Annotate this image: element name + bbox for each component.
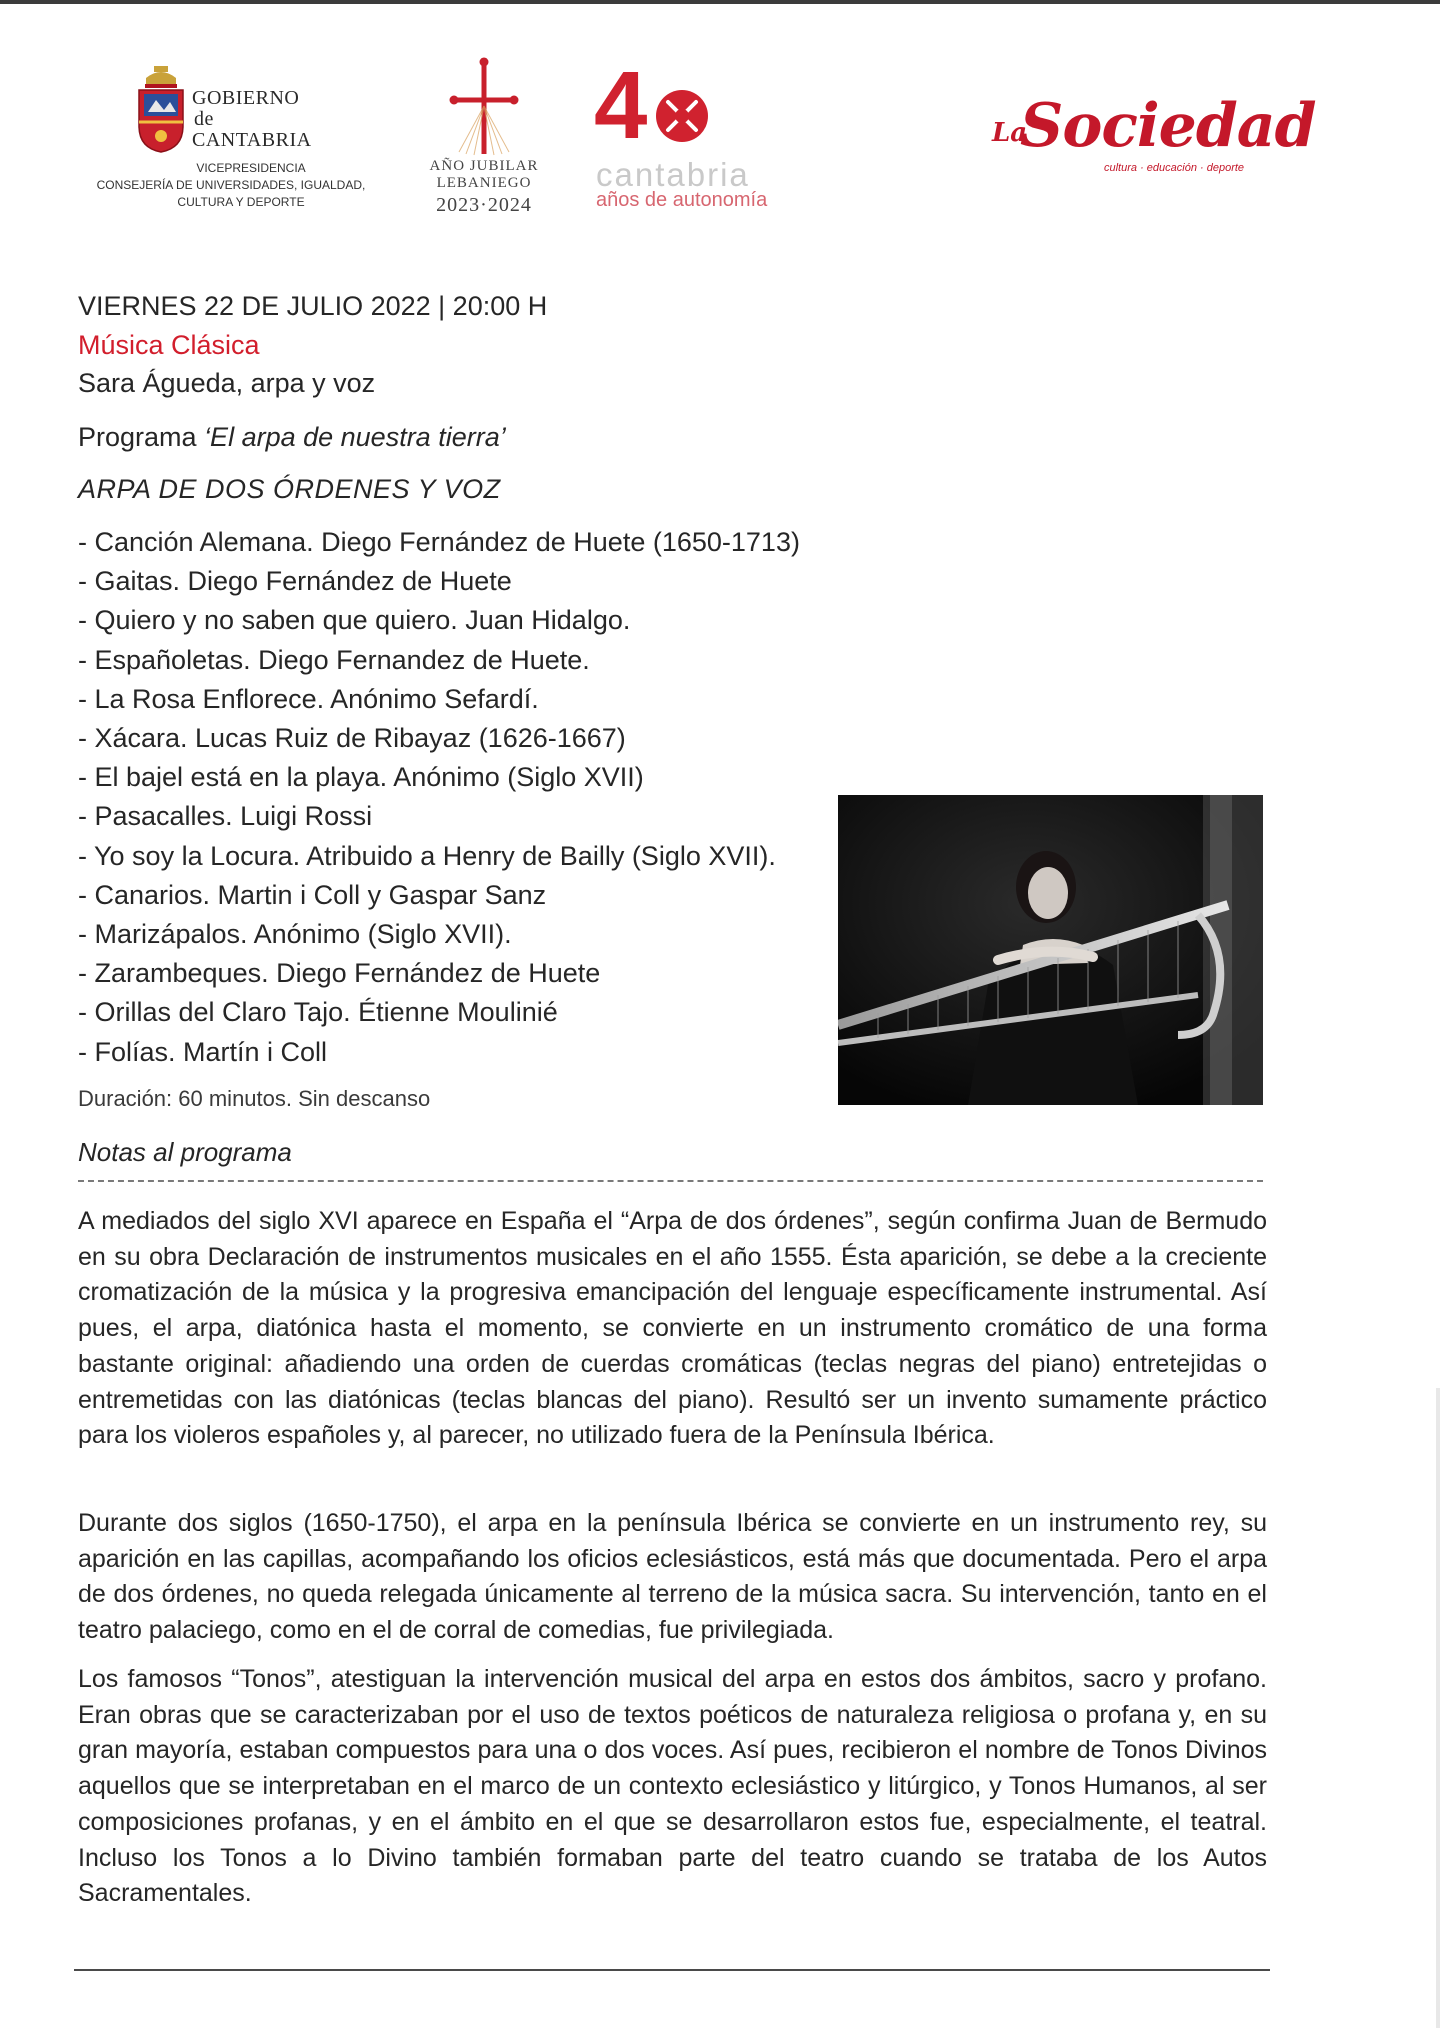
gobierno-line-2: de	[194, 108, 214, 130]
harpist-photo-illustration	[838, 795, 1263, 1105]
event-genre: Música Clásica	[78, 330, 260, 360]
event-artist: Sara Águeda, arpa y voz	[78, 368, 376, 398]
program-prefix: Programa	[78, 422, 205, 452]
duration: Duración: 60 minutos. Sin descanso	[78, 1086, 431, 1111]
jubilar-lebaniego-logo	[414, 56, 554, 232]
list-item: - Canarios. Martin i Coll y Gaspar Sanz	[78, 879, 547, 910]
forty-word: cantabria	[596, 156, 750, 193]
event-date: VIERNES 22 DE JULIO 2022 | 20:00 H	[78, 291, 548, 321]
notes-paragraph-3: Los famosos “Tonos”, atestiguan la intervención musical del arpa en estos dos ámbitos, sacro y profano. Eran obras que se caracterizaban por el uso de textos poéticos de naturaleza religiosa o profana y, en su gran mayoría, estaban compuestos para una o dos voces. Así pues, recibieron el nombre de Tonos Divinos aquellos que se interpretaban en el marco de un contexto eclesiástico y litúrgico, y Tonos Humanos, al ser composiciones profanas, y en el ámbito en el que se desarrollaron estos fue, especialmente, el teatral. Incluso los Tonos a lo Divino también formaban parte del teatro cuando se trataba de los Autos Sacramentales.	[78, 1665, 1267, 1908]
list-item: - Españoletas. Diego Fernandez de Huete.	[78, 644, 590, 675]
notes-paragraph-1: A mediados del siglo XVI aparece en España el “Arpa de dos órdenes”, según confirma Juan de Bermudo en su obra Declaración de instrumentos musicales en el año 1555. Ésta aparición, se debe a la creciente cromatización de la música y la progresiva emancipación del lenguaje específicamente instrumental. Así pues, el arpa, diatónica hasta el momento, se convierte en un instrumento cromático de una forma bastante original: añadiendo una orden de cuerdas cromáticas (teclas negras del piano) entretejidas o entremetidas con las diatónicas (teclas blancas del piano). Resultó ser un invento sumamente práctico para los violeros españoles y, al parecer, no utilizado fuera de la Península Ibérica.	[78, 1207, 1267, 1450]
jubilar-text	[414, 158, 554, 218]
jubilar-line-2: LEBANIEGO	[436, 175, 532, 191]
sociedad-prefix: La	[992, 118, 1028, 148]
artist-photo	[838, 795, 1263, 1105]
forty-subtitle: años de autonomía	[596, 189, 768, 211]
list-item: - Orillas del Claro Tajo. Étienne Moulinié	[78, 997, 558, 1028]
forty-number: 4	[594, 52, 648, 159]
sociedad-tagline: cultura · educación · deporte	[1104, 162, 1245, 174]
cross-icon	[414, 56, 554, 156]
top-border	[0, 0, 1440, 4]
list-item: - Pasacalles. Luigi Rossi	[78, 801, 373, 832]
forty-zero-emblem-icon	[652, 86, 712, 146]
list-item: - Zarambeques. Diego Fernández de Huete	[78, 958, 601, 989]
gobierno-line-1: GOBIERNO	[192, 87, 300, 109]
gobierno-sub-2: CONSEJERÍA DE UNIVERSIDADES, IGUALDAD,	[96, 178, 366, 192]
list-item: - Marizápalos. Anónimo (Siglo XVII).	[78, 919, 512, 950]
cantabria-shield-icon	[136, 64, 186, 154]
dashed-divider	[78, 1180, 1263, 1182]
gobierno-name	[192, 88, 312, 151]
list-item: - Quiero y no saben que quiero. Juan Hidalgo.	[78, 605, 631, 636]
list-item: - La Rosa Enflorece. Anónimo Sefardí.	[78, 683, 539, 714]
sociedad-name: Sociedad	[1020, 91, 1316, 161]
jubilar-line-3: 2023·2024	[436, 194, 532, 216]
bottom-rule	[74, 1969, 1270, 1971]
list-item: - Canción Alemana. Diego Fernández de Huete (1650-1713)	[78, 527, 800, 557]
program-subtitle: ARPA DE DOS ÓRDENES Y VOZ	[78, 474, 501, 504]
gobierno-sub-1: VICEPRESIDENCIA	[196, 161, 306, 175]
list-item: - Gaitas. Diego Fernández de Huete	[78, 566, 512, 597]
autonomia-40-logo	[594, 52, 784, 222]
gobierno-sub-3: CULTURA Y DEPORTE	[177, 195, 305, 209]
jubilar-line-1: AÑO JUBILAR	[429, 158, 539, 174]
list-item: - Xácara. Lucas Ruiz de Ribayaz (1626-1667)	[78, 723, 626, 754]
gobierno-line-3: CANTABRIA	[192, 129, 312, 151]
list-item: - Yo soy la Locura. Atribuido a Henry de Bailly (Siglo XVII).	[78, 840, 776, 871]
la-sociedad-logo	[992, 91, 1316, 180]
notes-paragraph-2: Durante dos siglos (1650-1750), el arpa en la península Ibérica se convierte en un instrumento rey, su aparición en las capillas, acompañando los oficios eclesiásticos, está más que documentada. Pero el arpa de dos órdenes, no queda relegada únicamente al terreno de la música sacra. Su intervención, tanto en el teatro palaciego, como en el de corral de comedias, fue privilegiada.	[78, 1509, 1267, 1645]
notes-title: Notas al programa	[78, 1137, 292, 1167]
list-item: - Folías. Martín i Coll	[78, 1036, 328, 1067]
program-line	[78, 422, 506, 453]
gobierno-cantabria-logo	[66, 64, 396, 224]
page-edge-shadow	[1436, 1388, 1440, 2028]
list-item: - El bajel está en la playa. Anónimo (Siglo XVII)	[78, 762, 644, 793]
gobierno-department	[66, 160, 396, 211]
program-title: ‘El arpa de nuestra tierra’	[204, 422, 506, 452]
piece-list	[78, 523, 800, 1072]
